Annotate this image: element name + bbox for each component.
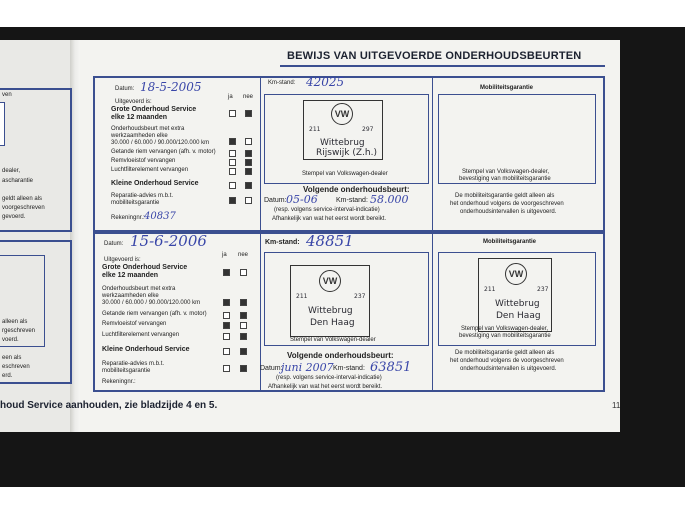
onderhoud-label: werkzaamheden elke	[102, 293, 159, 299]
km-stand-value: 48851	[306, 232, 354, 250]
stamp-code: 237	[354, 293, 366, 300]
reparatie-label: mobiliteitsgarantie	[102, 368, 151, 374]
stamp-line: Wittebrug	[308, 306, 353, 316]
entry-divider	[260, 76, 261, 230]
luchtfilter-label: Luchtfilterelement vervangen	[102, 332, 180, 338]
mobiliteit-heading: Mobiliteitsgarantie	[483, 239, 537, 245]
volgende-datum-value: 05-06	[286, 193, 318, 206]
left-fragment: ven	[2, 92, 12, 98]
remvloeistof-label: Remvloeistof vervangen	[102, 321, 167, 327]
rekening-label: Rekeningnr.:	[111, 215, 145, 221]
volgende-heading: Volgende onderhoudsbeurt:	[303, 185, 410, 194]
reparatie-nee-checkbox	[245, 197, 252, 204]
mobiliteit-text: het onderhoud volgens de voorgeschreven	[450, 358, 564, 364]
riem-ja-checkbox	[223, 312, 230, 319]
left-fragment: rgeschreven	[2, 328, 36, 334]
mobiliteit-text: het onderhoud volgens de voorgeschreven	[450, 201, 564, 207]
onderhoud-ja-checkbox	[223, 299, 230, 306]
rekening-label: Rekeningnr.:	[102, 379, 136, 385]
rem-ja-checkbox	[223, 322, 230, 329]
riem-label: Getande riem vervangen (afh. v. motor)	[102, 311, 207, 317]
onderhoud-nee-checkbox	[240, 299, 247, 306]
ja-label: ja	[222, 252, 227, 258]
left-fragment: voorgeschreven	[2, 205, 45, 211]
lucht-ja-checkbox	[229, 168, 236, 175]
left-fragment: een als	[2, 355, 22, 361]
resp-note: (resp. volgens service-interval-indicatie)	[274, 207, 380, 213]
grote-ja-checkbox	[223, 269, 230, 276]
rem-nee-checkbox	[245, 159, 252, 166]
grote-nee-checkbox	[245, 110, 252, 117]
onderhoud-label: werkzaamheden elke	[111, 133, 168, 139]
volgende-heading: Volgende onderhoudsbeurt:	[287, 351, 394, 360]
left-fragment: dealer,	[2, 168, 21, 174]
onderhoud-label: 30.000 / 60.000 / 90.000/120.000 km	[102, 300, 201, 306]
riem-ja-checkbox	[229, 150, 236, 157]
grote-service-label: elke 12 maanden	[111, 114, 168, 121]
stamp-code: 211	[309, 126, 321, 133]
volgende-datum-label: Datum:	[260, 365, 283, 372]
left-fragment: eschreven	[2, 364, 30, 370]
riem-nee-checkbox	[245, 150, 252, 157]
mobiliteit-caption: bevestiging van mobiliteitsgarantie	[459, 176, 551, 182]
datum-label: Datum:	[104, 241, 124, 247]
vw-logo-icon: VW	[505, 263, 527, 285]
onderhoud-label: Onderhoudsbeurt met extra	[102, 286, 176, 292]
remvloeistof-label: Remvloeistof vervangen	[111, 158, 176, 164]
km-stand-value: 42025	[306, 75, 345, 89]
luchtfilter-label: Luchtfilterelement vervangen	[111, 167, 189, 173]
mobiliteit-caption: bevestiging van mobiliteitsgarantie	[459, 333, 551, 339]
datum-value: 18-5-2005	[140, 80, 202, 94]
kleine-service-label: Kleine Onderhoud Service	[111, 180, 199, 187]
kleine-service-label: Kleine Onderhoud Service	[102, 346, 190, 353]
left-fragment: alleen als	[2, 319, 28, 325]
left-fragment: ascharantie	[2, 178, 34, 184]
left-fragment: geldt alleen als	[2, 196, 43, 202]
mobiliteit-text: onderhoudsintervallen is uitgevoerd.	[460, 366, 557, 372]
mobiliteit-text: onderhoudsintervallen is uitgevoerd.	[460, 209, 557, 215]
reparatie-ja-checkbox	[229, 197, 236, 204]
left-fragment: voerd.	[2, 337, 19, 343]
grote-service-label: elke 12 maanden	[102, 272, 159, 279]
footer-note: houd Service aanhouden, zie bladzijde 4 en 5.	[0, 400, 218, 411]
riem-label: Getande riem vervangen (afh. v. motor)	[111, 149, 216, 155]
datum-value: 15-6-2006	[130, 232, 207, 250]
kleine-nee-checkbox	[245, 182, 252, 189]
left-stamp-field-1	[0, 102, 5, 146]
kleine-nee-checkbox	[240, 348, 247, 355]
stamp-line: Wittebrug	[495, 299, 540, 309]
left-fragment: gevoerd.	[2, 214, 26, 220]
resp-note: (resp. volgens service-interval-indicatie)	[276, 375, 382, 381]
grote-service-label: Grote Onderhoud Service	[102, 264, 188, 271]
stamp-code: 297	[362, 126, 374, 133]
nee-label: nee	[238, 252, 249, 258]
volgende-datum-value: juni 2007	[281, 361, 334, 374]
afhankelijk-note: Afhankelijk van wat het eerst wordt bereikt.	[272, 216, 387, 222]
rem-nee-checkbox	[240, 322, 247, 329]
volgende-km-label: Km-stand:	[333, 365, 365, 372]
riem-nee-checkbox	[240, 312, 247, 319]
kleine-ja-checkbox	[229, 182, 236, 189]
entry-divider	[432, 232, 433, 390]
title-rule	[280, 65, 605, 67]
stempel-caption: Stempel van Volkswagen-dealer	[290, 337, 376, 343]
stamp-code: 211	[296, 293, 308, 300]
rekening-value: 40837	[144, 211, 176, 222]
reparatie-label: Reparatie-advies m.b.t.	[102, 361, 165, 367]
mobiliteit-heading: Mobiliteitsgarantie	[480, 85, 534, 91]
ja-label: ja	[228, 94, 233, 100]
volgende-km-value: 58.000	[370, 193, 409, 206]
reparatie-ja-checkbox	[223, 365, 230, 372]
stamp-line: Rijswijk (Z.h.)	[316, 148, 377, 158]
afhankelijk-note: Afhankelijk van wat het eerst wordt bereikt.	[268, 384, 383, 390]
lucht-nee-checkbox	[240, 333, 247, 340]
mobiliteit-text: De mobiliteitsgarantie geldt alleen als	[455, 193, 555, 199]
grote-ja-checkbox	[229, 110, 236, 117]
reparatie-nee-checkbox	[240, 365, 247, 372]
stamp-line: Wittebrug	[320, 138, 365, 148]
vw-logo-icon: VW	[331, 103, 353, 125]
lucht-nee-checkbox	[245, 168, 252, 175]
onderhoud-nee-checkbox	[245, 138, 252, 145]
stamp-code: 211	[484, 286, 496, 293]
page-number: 11	[612, 401, 621, 410]
reparatie-label: Reparatie-advies m.b.t.	[111, 193, 174, 199]
grote-service-label: Grote Onderhoud Service	[111, 106, 197, 113]
nee-label: nee	[243, 94, 254, 100]
uitgevoerd-label: Uitgevoerd is:	[115, 99, 152, 105]
km-stand-label: Km-stand:	[268, 80, 296, 86]
vw-logo-icon: VW	[319, 270, 341, 292]
onderhoud-label: 30.000 / 60.000 / 90.000/120.000 km	[111, 140, 210, 146]
reparatie-label: mobiliteitsgarantie	[111, 200, 160, 206]
stamp-line: Den Haag	[310, 318, 355, 328]
stempel-caption: Stempel van Volkswagen-dealer	[302, 171, 388, 177]
kleine-ja-checkbox	[223, 348, 230, 355]
uitgevoerd-label: Uitgevoerd is:	[104, 257, 141, 263]
datum-label: Datum:	[115, 86, 135, 92]
volgende-km-value: 63851	[370, 360, 412, 375]
mobiliteit-caption: Stempel van Volkswagen-dealer,	[462, 169, 550, 175]
stamp-code: 237	[537, 286, 549, 293]
lucht-ja-checkbox	[223, 333, 230, 340]
onderhoud-label: Onderhoudsbeurt met extra	[111, 126, 185, 132]
stamp-line: Den Haag	[496, 311, 541, 321]
onderhoud-ja-checkbox	[229, 138, 236, 145]
volgende-km-label: Km-stand:	[336, 197, 368, 204]
page-title: BEWIJS VAN UITGEVOERDE ONDERHOUDSBEURTEN	[287, 50, 582, 62]
grote-nee-checkbox	[240, 269, 247, 276]
mobiliteit-text: De mobiliteitsgarantie geldt alleen als	[455, 350, 555, 356]
rem-ja-checkbox	[229, 159, 236, 166]
left-fragment: erd.	[2, 373, 13, 379]
volgende-datum-label: Datum:	[264, 197, 287, 204]
entry-divider	[432, 76, 433, 230]
km-stand-label: Km-stand:	[265, 239, 300, 246]
mobiliteit-caption: Stempel van Volkswagen-dealer,	[461, 326, 549, 332]
